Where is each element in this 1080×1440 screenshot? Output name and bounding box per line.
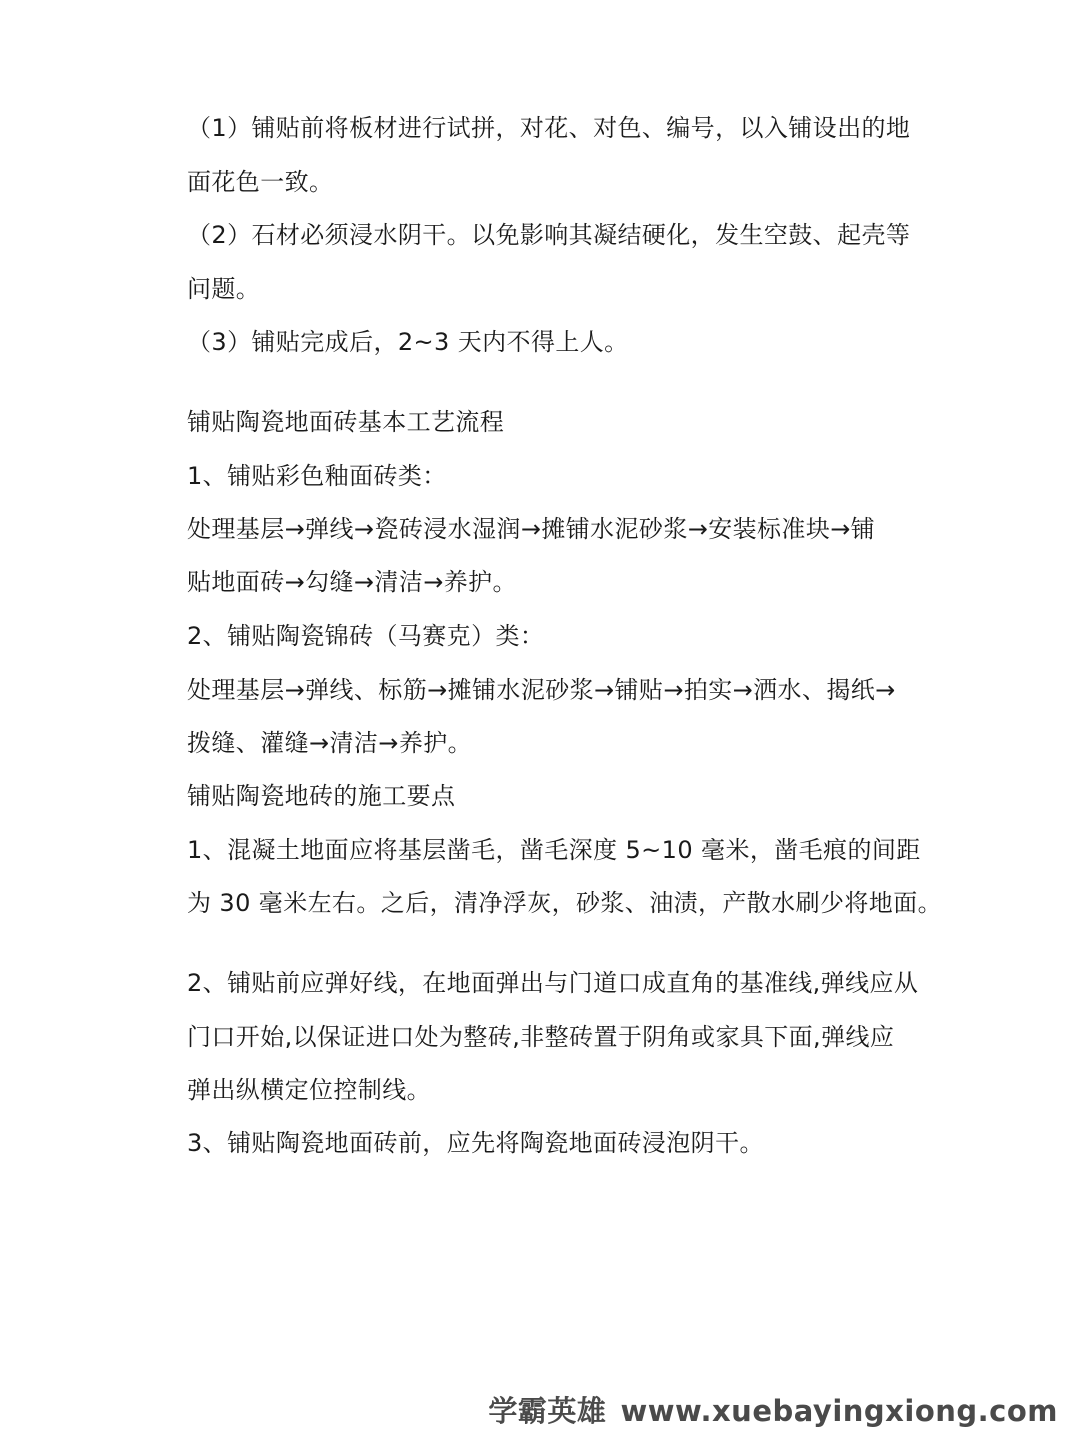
s1-item3-line1: （3）铺贴完成后，2~3 天内不得上人。 xyxy=(187,328,629,356)
s3-item1-line2: 为 30 毫米左右。之后，清净浮灰，砂浆、油渍，产散水刷少将地面。 xyxy=(187,889,942,917)
s3-item3-line1: 3、铺贴陶瓷地面砖前，应先将陶瓷地面砖浸泡阴干。 xyxy=(187,1129,764,1157)
s1-item1-line1: （1）铺贴前将板材进行试拼，对花、对色、编号，以入铺设出的地 xyxy=(187,114,911,142)
s2-item2-text-line2: 拨缝、灌缝→清洁→养护。 xyxy=(187,729,473,757)
s2-item1-title: 1、铺贴彩色釉面砖类： xyxy=(187,462,447,490)
s1-item2-line1: （2）石材必须浸水阴干。以免影响其凝结硬化，发生空鼓、起壳等 xyxy=(187,221,911,249)
s2-heading: 铺贴陶瓷地面砖基本工艺流程 xyxy=(187,408,505,436)
s3-item2-line3: 弹出纵横定位控制线。 xyxy=(187,1076,431,1104)
s2-item1-text-line2: 贴地面砖→勾缝→清洁→养护。 xyxy=(187,568,517,596)
watermark xyxy=(488,1393,1058,1429)
s1-item2-line2: 问题。 xyxy=(187,275,261,303)
s1-item1-line2: 面花色一致。 xyxy=(187,168,334,196)
s2-item2-text-line1: 处理基层→弹线、标筋→摊铺水泥砂浆→铺贴→拍实→洒水、揭纸→ xyxy=(187,676,896,704)
s3-item1-line1: 1、混凝土地面应将基层凿毛，凿毛深度 5~10 毫米，凿毛痕的间距 xyxy=(187,836,921,864)
watermark-url: www.xuebayingxiong.com xyxy=(620,1394,1058,1428)
s3-item2-line1: 2、铺贴前应弹好线，在地面弹出与门道口成直角的基准线,弹线应从 xyxy=(187,969,919,997)
s2-item2-title: 2、铺贴陶瓷锦砖（马赛克）类： xyxy=(187,622,545,650)
s3-heading: 铺贴陶瓷地砖的施工要点 xyxy=(187,782,456,810)
s2-item1-text-line1: 处理基层→弹线→瓷砖浸水湿润→摊铺水泥砂浆→安装标准块→铺 xyxy=(187,515,876,543)
watermark-brand: 学霸英雄 xyxy=(488,1394,607,1428)
s3-item2-line2: 门口开始,以保证进口处为整砖,非整砖置于阴角或家具下面,弹线应 xyxy=(187,1023,895,1051)
